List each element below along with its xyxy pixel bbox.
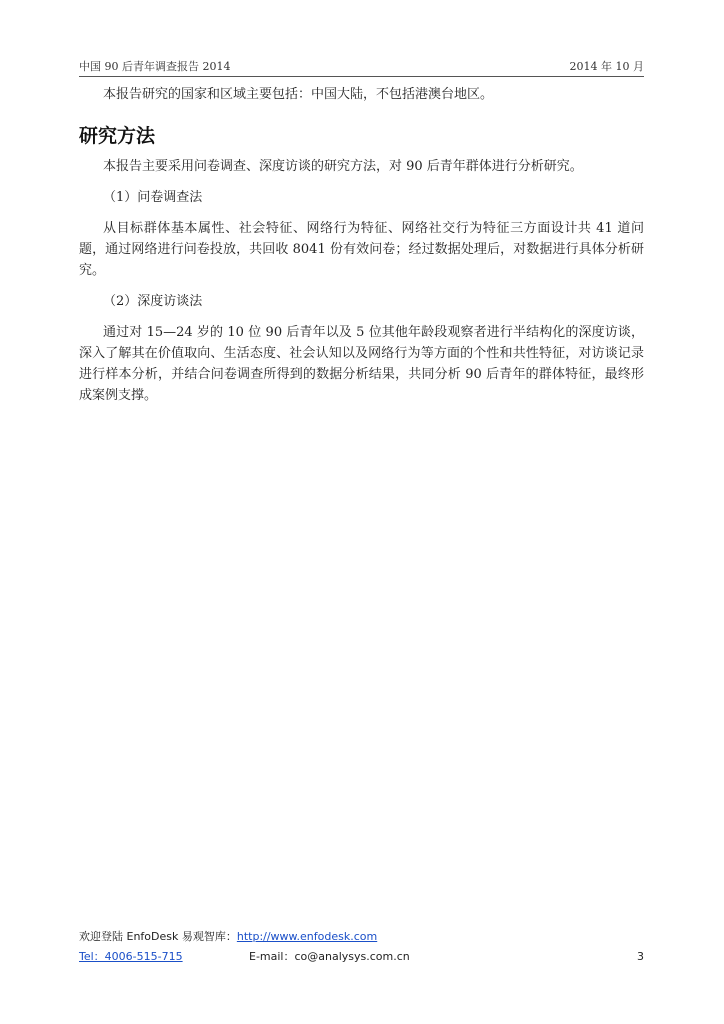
footer-phone-link[interactable]: Tel：4006-515-715 — [79, 950, 183, 963]
subsection-title-interview: （2）深度访谈法 — [103, 294, 203, 309]
footer-contact-line — [79, 948, 644, 964]
region-scope-paragraph: 本报告研究的国家和区域主要包括：中国大陆，不包括港澳台地区。 — [103, 87, 494, 102]
section-title-research-method: 研究方法 — [79, 125, 156, 147]
header-date: 2014 年 10 月 — [569, 60, 644, 73]
interview-paragraph: 通过对 15—24 岁的 10 位 90 后青年以及 5 位其他年龄段观察者进行半结构化的深度访谈，深入了解其在价值取向、生活态度、社会认知以及网络行为等方面的个性和共性特征，对访谈记录进行样本分析，并结合问卷调查所得到的数据分析结果，共同分析 90 后青年的群体特征，最终形成案例支撑。 — [79, 325, 644, 403]
page-header — [79, 58, 644, 77]
footer-welcome-line — [79, 928, 377, 944]
header-report-title: 中国 90 后青年调查报告 2014 — [79, 60, 231, 73]
footer-email: E-mail：co@analysys.com.cn — [249, 950, 410, 963]
method-intro-paragraph: 本报告主要采用问卷调查、深度访谈的研究方法，对 90 后青年群体进行分析研究。 — [103, 159, 583, 174]
subsection-title-survey: （1）问卷调查法 — [103, 190, 203, 205]
page-content — [79, 84, 644, 406]
footer-welcome-text: 欢迎登陆 EnfoDesk 易观智库： — [79, 930, 237, 943]
footer-website-link[interactable]: http://www.enfodesk.com — [236, 930, 378, 943]
page-number: 3 — [637, 949, 644, 963]
survey-paragraph: 从目标群体基本属性、社会特征、网络行为特征、网络社交行为特征三方面设计共 41 道问题，通过网络进行问卷投放，共回收 8041 份有效问卷；经过数据处理后，对数据进行具体分析研究。 — [79, 221, 644, 278]
